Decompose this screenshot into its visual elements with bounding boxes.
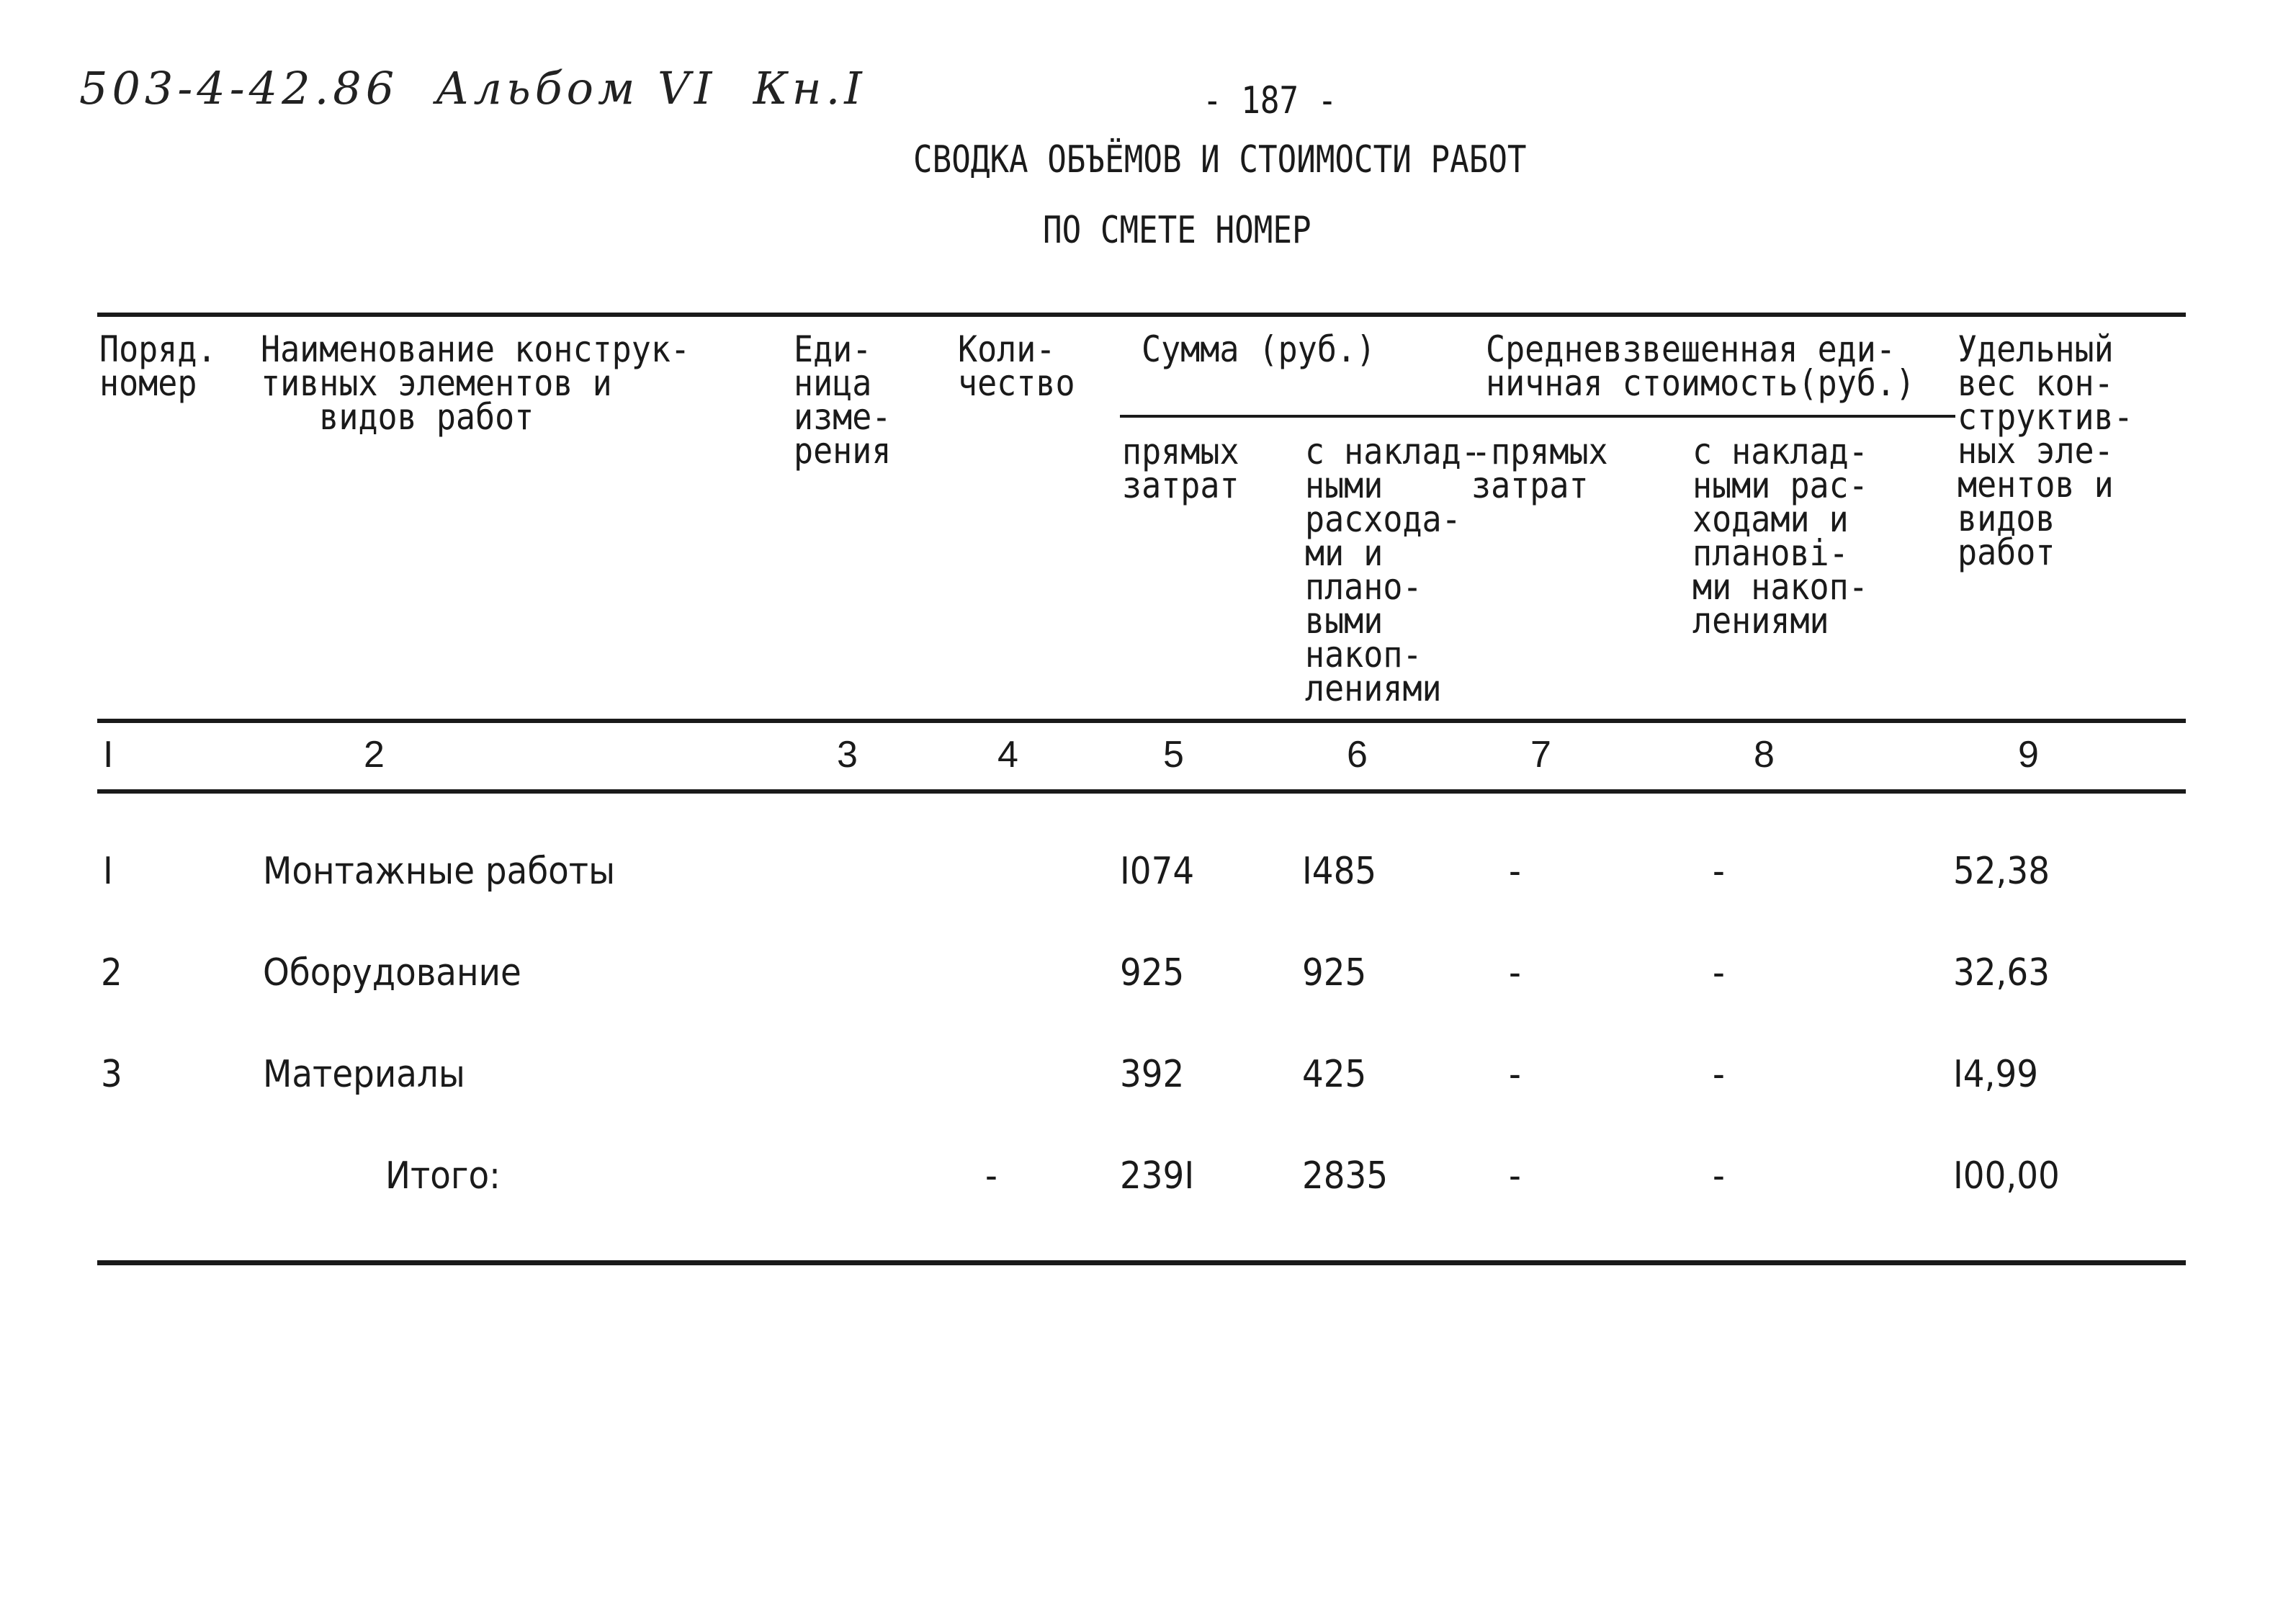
header-sum-group: Сумма (руб.) <box>1142 328 1376 370</box>
total-avg-direct: - <box>1509 1154 1521 1198</box>
header-item-name: Наименование конструк- тивных элементов и видов работ <box>261 328 691 438</box>
table-row-avg-overhead: - <box>1713 850 1725 893</box>
table-row-avg-direct: - <box>1509 850 1521 893</box>
header-quantity: Коли- чество <box>958 328 1075 404</box>
table-row-avg-overhead: - <box>1713 1053 1725 1096</box>
column-number-3: 3 <box>837 734 858 776</box>
table-top-rule <box>97 313 2186 317</box>
total-direct: 239I <box>1120 1154 1195 1198</box>
table-row-direct: I074 <box>1120 850 1195 893</box>
table-row-number: I <box>103 850 113 893</box>
column-number-4: 4 <box>997 734 1018 776</box>
total-weight: I00,00 <box>1953 1154 2060 1198</box>
table-row-overhead: I485 <box>1302 850 1377 893</box>
column-number-1: I <box>103 734 114 776</box>
page-number: - 187 - <box>1203 79 1337 122</box>
table-row-number: 2 <box>101 951 122 995</box>
column-number-8: 8 <box>1754 734 1775 776</box>
column-number-6: 6 <box>1347 734 1368 776</box>
column-number-7: 7 <box>1530 734 1551 776</box>
header-direct-costs: прямых затрат <box>1122 431 1239 506</box>
table-row-avg-direct: - <box>1509 1053 1521 1096</box>
header-specific-weight: Удельный вес кон- структив- ных эле- ментов и видов работ <box>1958 328 2133 573</box>
table-row-name: Материалы <box>263 1053 465 1096</box>
document-code-handwritten: 503-4-42.86 Альбом VI Кн.I <box>79 62 866 115</box>
header-avg-direct-costs: -прямых затрат <box>1471 431 1608 506</box>
table-row-weight: 52,38 <box>1953 850 2050 893</box>
header-with-overhead: с наклад- ными расхода- ми и плано- выми накоп- лениями <box>1305 431 1481 709</box>
header-average-cost-group: Средневзвешенная еди- ничная стоимость(руб.) <box>1486 328 1916 404</box>
table-row-name: Монтажные работы <box>263 850 616 893</box>
document-subtitle: ПО СМЕТЕ НОМЕР <box>1043 209 1311 252</box>
table-row-avg-overhead: - <box>1713 951 1725 995</box>
table-bottom-rule <box>97 1260 2186 1265</box>
table-row-direct: 392 <box>1120 1053 1185 1096</box>
total-avg-overhead: - <box>1713 1154 1725 1198</box>
table-row-overhead: 425 <box>1302 1053 1367 1096</box>
table-row-direct: 925 <box>1120 951 1185 995</box>
column-numbers-rule <box>97 789 2186 794</box>
header-order-number: Поряд. номер <box>99 328 217 404</box>
column-number-9: 9 <box>2018 734 2039 776</box>
total-label: Итого: <box>385 1154 501 1198</box>
header-unit: Еди- ница изме- рения <box>794 328 892 472</box>
table-row-name: Оборудование <box>263 951 521 995</box>
table-row-weight: I4,99 <box>1953 1053 2039 1096</box>
column-number-5: 5 <box>1163 734 1184 776</box>
document-title: СВОДКА ОБЪЁМОВ И СТОИМОСТИ РАБОТ <box>913 138 1527 181</box>
total-overhead: 2835 <box>1302 1154 1389 1198</box>
table-row-overhead: 925 <box>1302 951 1367 995</box>
table-row-weight: 32,63 <box>1953 951 2050 995</box>
column-number-2: 2 <box>364 734 385 776</box>
total-quantity: - <box>985 1154 997 1198</box>
header-bottom-rule <box>97 719 2186 723</box>
header-avg-with-overhead: с наклад- ными рас- ходами и планові- ми накоп- лениями <box>1692 431 1868 642</box>
group-header-rule <box>1120 415 1955 418</box>
table-row-avg-direct: - <box>1509 951 1521 995</box>
table-row-number: 3 <box>101 1053 122 1096</box>
